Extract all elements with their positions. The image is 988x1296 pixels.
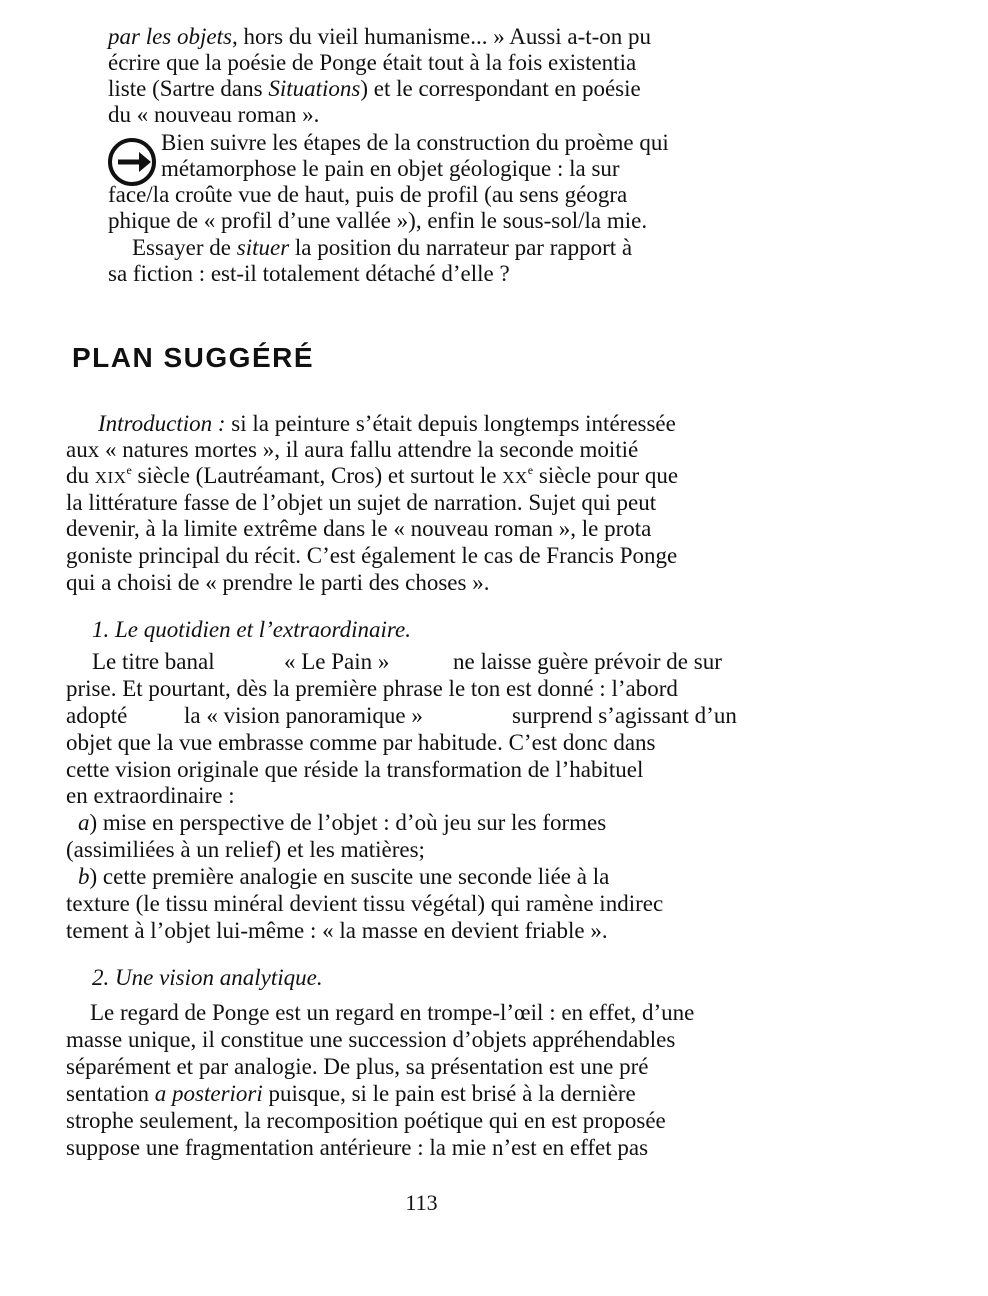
- part1-line-8: (assimiliées à un relief) et les matières;: [66, 837, 425, 862]
- exercise-line-2: métamorphose le pain en objet géologique : la sur: [161, 156, 620, 181]
- introduction-line-6: goniste principal du récit. C’est également le cas de Francis Ponge: [66, 543, 678, 568]
- part1-line-5: cette vision originale que réside la transformation de l’habituel: [66, 757, 644, 782]
- part1-line-9: b) cette première analogie en suscite une seconde liée à la: [78, 864, 610, 889]
- exercise-line-3: face/la croûte vue de haut, puis de profil (au sens géogra: [108, 182, 628, 207]
- part1-line-1: Le titre banal « Le Pain » ne laisse guère prévoir de sur: [92, 649, 722, 674]
- exercise-line-5: Essayer de situer la position du narrateur par rapport à: [132, 235, 633, 260]
- part1-line-10: texture (le tissu minéral devient tissu végétal) qui ramène indirec: [66, 891, 664, 916]
- part1-line-11: tement à l’objet lui-même : « la masse en devient friable ».: [66, 918, 608, 943]
- exercise-line-4: phique de « profil d’une vallée »), enfin le sous-sol/la mie.: [108, 208, 648, 233]
- intro-line-1: par les objets, hors du vieil humanisme... » Aussi a-t-on pu: [108, 24, 652, 49]
- part1-line-4: objet que la vue embrasse comme par habitude. C’est donc dans: [66, 730, 656, 755]
- page-number: 113: [405, 1190, 438, 1215]
- introduction-line-5: devenir, à la limite extrême dans le « nouveau roman », le prota: [66, 516, 652, 541]
- part1-line-3: adopté la « vision panoramique » surprend s’agissant d’un: [66, 703, 737, 728]
- intro-line-3: liste (Sartre dans Situations) et le correspondant en poésie: [108, 76, 641, 101]
- part2-line-3: séparément et par analogie. De plus, sa présentation est une pré: [66, 1054, 649, 1079]
- part2-line-6: suppose une fragmentation antérieure : la mie n’est en effet pas: [66, 1135, 649, 1160]
- exercise-line-1: Bien suivre les étapes de la construction du proème qui: [161, 130, 669, 155]
- introduction-line-3: du XIXe siècle (Lautréamant, Cros) et surtout le XXe siècle pour que: [66, 463, 679, 488]
- part1-line-7: a) mise en perspective de l’objet : d’où jeu sur les formes: [78, 810, 607, 835]
- section-title: PLAN SUGGÉRÉ: [72, 342, 315, 373]
- part2-line-1: Le regard de Ponge est un regard en trompe-l’œil : en effet, d’une: [90, 1000, 695, 1025]
- part1-title: 1. Le quotidien et l’extraordinaire.: [92, 617, 411, 642]
- introduction-line-1: Introduction : si la peinture s’était depuis longtemps intéressée: [98, 411, 676, 436]
- intro-line-4: du « nouveau roman ».: [108, 102, 320, 127]
- intro-line-2: écrire que la poésie de Ponge était tout à la fois existentia: [108, 50, 637, 75]
- part2-title: 2. Une vision analytique.: [92, 965, 323, 990]
- arrow-circle-icon: [106, 136, 158, 188]
- part2-line-5: strophe seulement, la recomposition poétique qui en est proposée: [66, 1108, 666, 1133]
- introduction-line-7: qui a choisi de « prendre le parti des choses ».: [66, 570, 490, 595]
- part2-line-2: masse unique, il constitue une succession d’objets appréhendables: [66, 1027, 676, 1052]
- exercise-line-6: sa fiction : est-il totalement détaché d’elle ?: [108, 261, 510, 286]
- introduction-line-4: la littérature fasse de l’objet un sujet de narration. Sujet qui peut: [66, 490, 657, 515]
- part1-line-6: en extraordinaire :: [66, 783, 235, 808]
- part1-line-2: prise. Et pourtant, dès la première phrase le ton est donné : l’abord: [66, 676, 678, 701]
- part2-line-4: sentation a posteriori puisque, si le pain est brisé à la dernière: [66, 1081, 636, 1106]
- introduction-line-2: aux « natures mortes », il aura fallu attendre la seconde moitié: [66, 437, 639, 462]
